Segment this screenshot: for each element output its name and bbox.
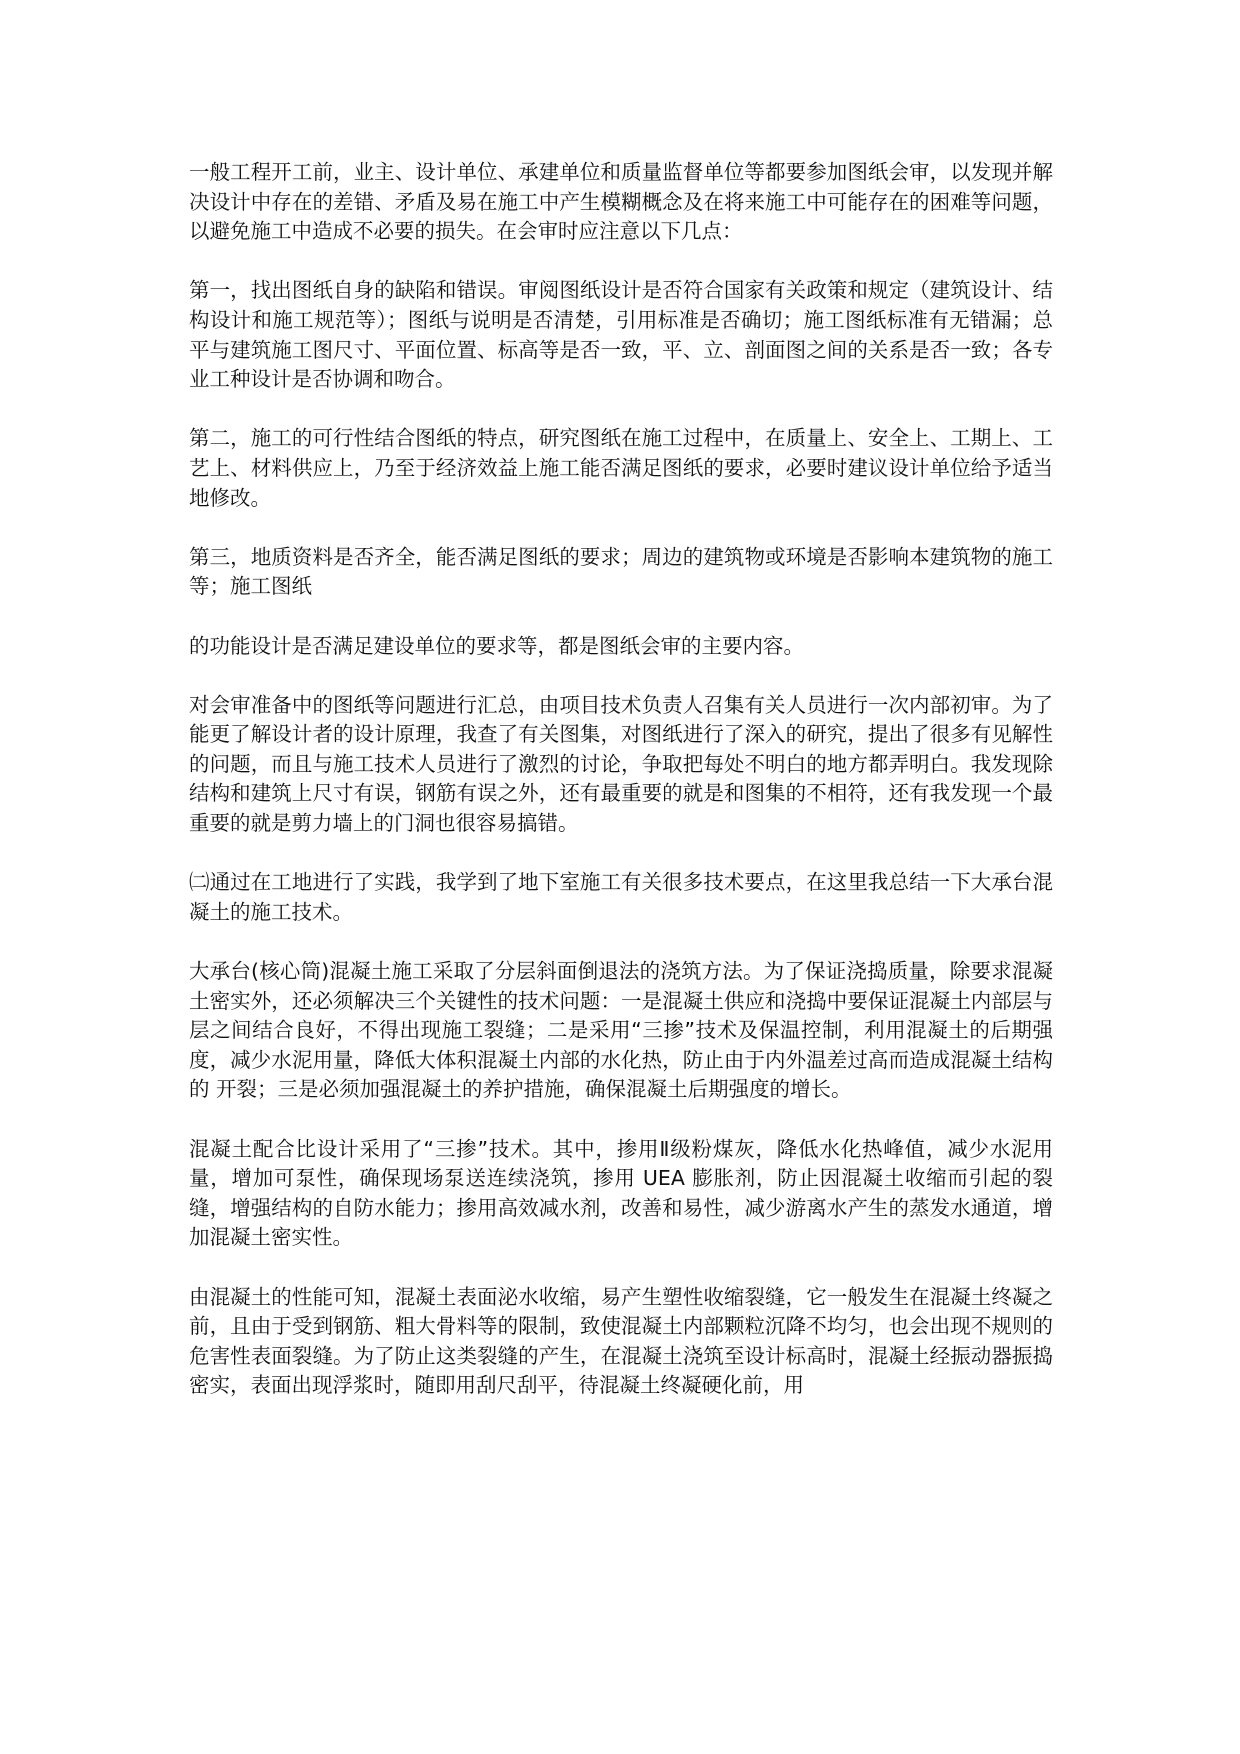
paragraph-mix-design: 混凝土配合比设计采用了“三掺”技术。其中，掺用Ⅱ级粉煤灰，降低水化热峰值，减少水泥用量，增加可泵性，确保现场泵送连续浇筑，掺用 UEA 膨胀剂，防止因混凝土收缩而引起的裂缝，增强结构的自防水能力；掺用高效减水剂，改善和易性，减少游离水产生的蒸发水通道，增加混凝土密实性。 — [189, 1136, 1053, 1250]
paragraph-intro: 一般工程开工前，业主、设计单位、承建单位和质量监督单位等都要参加图纸会审，以发现并解决设计中存在的差错、矛盾及易在施工中产生模糊概念及在将来施工中可能存在的困难等问题，以避免施工中造成不必要的损失。在会审时应注意以下几点： — [189, 160, 1053, 244]
paragraph-point-one: 第一，找出图纸自身的缺陷和错误。审阅图纸设计是否符合国家有关政策和规定（建筑设计、结构设计和施工规范等）；图纸与说明是否清楚，引用标准是否确切；施工图纸标准有无错漏；总平与建筑施工图尺寸、平面位置、标高等是否一致，平、立、剖面图之间的关系是否一致；各专业工种设计是否协调和吻合。 — [189, 278, 1053, 392]
paragraph-point-two: 第二，施工的可行性结合图纸的特点，研究图纸在施工过程中，在质量上、安全上、工期上、工艺上、材料供应上，乃至于经济效益上施工能否满足图纸的要求，必要时建议设计单位给予适当地修改。 — [189, 426, 1053, 510]
paragraph-point-three: 第三，地质资料是否齐全，能否满足图纸的要求；周边的建筑物或环境是否影响本建筑物的施工等；施工图纸 — [189, 544, 1053, 599]
document-body — [189, 158, 1053, 1431]
paragraph-section-two: ㈡通过在工地进行了实践，我学到了地下室施工有关很多技术要点，在这里我总结一下大承台混凝土的施工技术。 — [189, 870, 1053, 924]
paragraph-crack-prevention: 由混凝土的性能可知，混凝土表面泌水收缩，易产生塑性收缩裂缝，它一般发生在混凝土终凝之前，且由于受到钢筋、粗大骨料等的限制，致使混凝土内部颗粒沉降不均匀，也会出现不规则的危害性表面裂缝。为了防止这类裂缝的产生，在混凝土浇筑至设计标高时，混凝土经振动器振捣密实，表面出现浮浆时，随即用刮尺刮平，待混凝土终凝硬化前，用 — [189, 1284, 1053, 1398]
paragraph-pouring-method: 大承台(核心筒)混凝土施工采取了分层斜面倒退法的浇筑方法。为了保证浇捣质量，除要求混凝土密实外，还必须解决三个关键性的技术问题：一是混凝土供应和浇捣中要保证混凝土内部层与层之间结合良好，不得出现施工裂缝；二是采用“三掺”技术及保温控制，利用混凝土的后期强度，减少水泥用量，降低大体积混凝土内部的水化热，防止由于内外温差过高而造成混凝土结构的 开裂；三是必须加强混凝土的养护措施，确保混凝土后期强度的增长。 — [189, 959, 1053, 1102]
paragraph-point-three-continued: 的功能设计是否满足建设单位的要求等，都是图纸会审的主要内容。 — [189, 633, 804, 658]
paragraph-internal-review: 对会审准备中的图纸等问题进行汇总，由项目技术负责人召集有关人员进行一次内部初审。为了能更了解设计者的设计原理，我查了有关图集，对图纸进行了深入的研究，提出了很多有见解性的问题，而且与施工技术人员进行了激烈的讨论，争取把每处不明白的地方都弄明白。我发现除结构和建筑上尺寸有误，钢筋有误之外，还有最重要的就是和图集的不相符，还有我发现一个最重要的就是剪力墙上的门洞也很容易搞错。 — [189, 692, 1053, 836]
